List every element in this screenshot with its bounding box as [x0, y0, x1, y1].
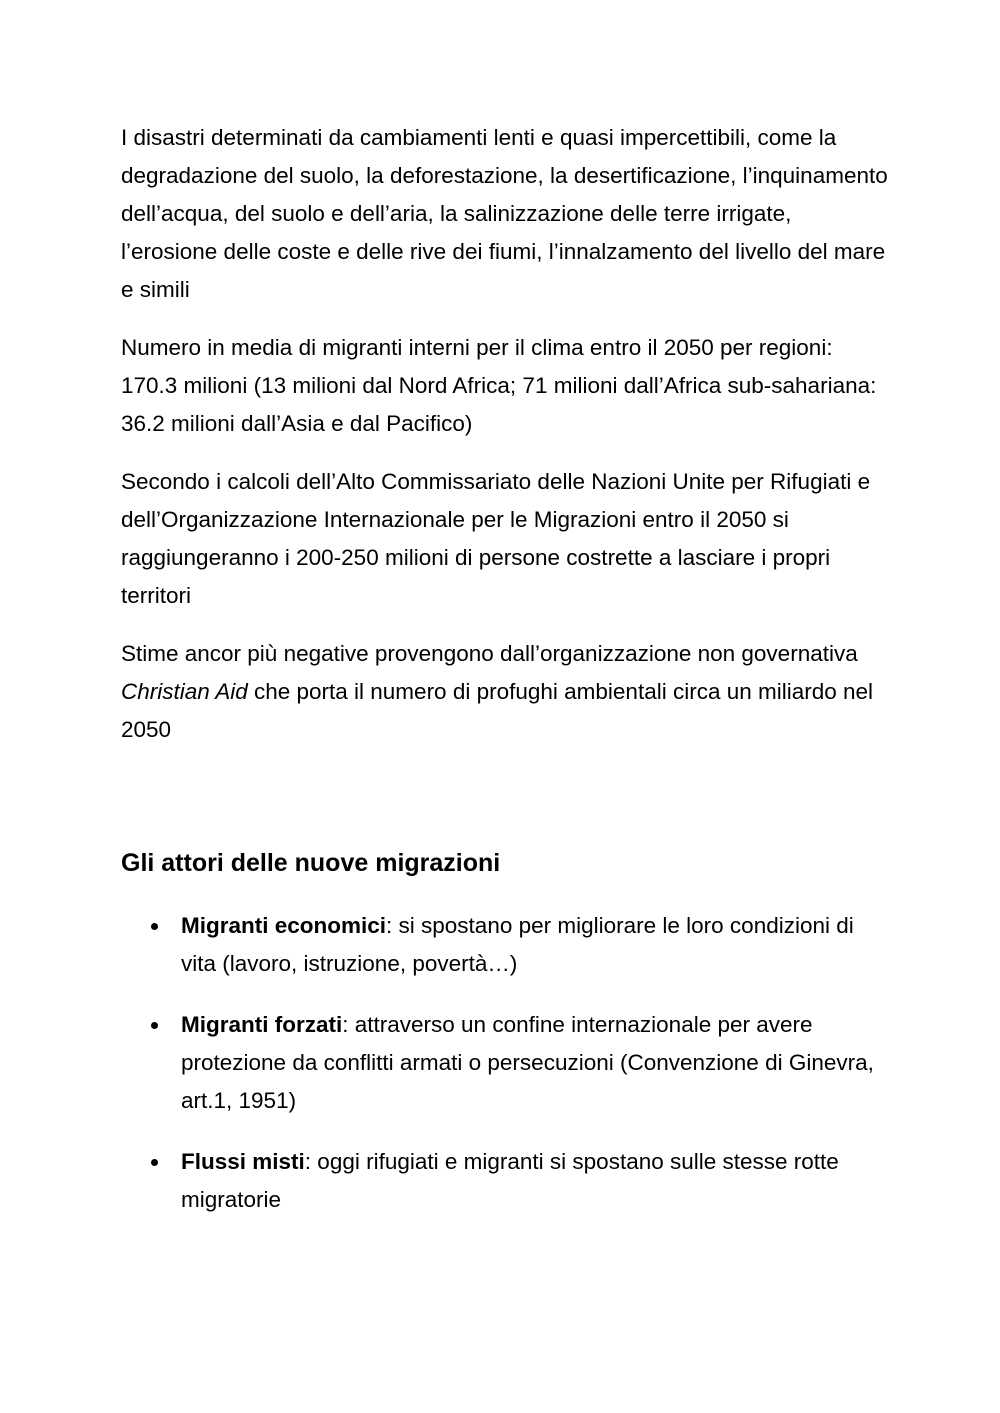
- paragraph-christian-aid-before: Stime ancor più negative provengono dall’organizzazione non governativa: [121, 641, 858, 666]
- bullet-term: Flussi misti: [181, 1149, 305, 1174]
- bullet-icon: [151, 1022, 158, 1029]
- bullet-text: : attraverso un confine internazionale per avere protezione da conflitti armati o persecuzioni (Convenzione di Ginevra, art.1, 1951): [181, 1012, 874, 1113]
- list-item: [121, 1006, 891, 1120]
- bullet-text: : si spostano per migliorare le loro condizioni di vita (lavoro, istruzione, povertà…): [181, 913, 854, 976]
- document-page: [121, 119, 891, 1242]
- bullet-list: [121, 907, 891, 1219]
- bullet-term: Migranti economici: [181, 913, 387, 938]
- section-heading: Gli attori delle nuove migrazioni: [121, 849, 501, 877]
- bullet-icon: [151, 1159, 158, 1166]
- paragraph-christian-aid: [121, 635, 891, 749]
- paragraph-internal-migrants: Numero in media di migranti interni per il clima entro il 2050 per regioni: 170.3 milioni (13 milioni dal Nord Africa; 71 milioni dall’Africa sub-sahariana: 36.2 milioni dall’Asia e dal Pacifico): [121, 335, 877, 436]
- organization-name: Christian Aid: [121, 679, 248, 704]
- paragraph-slow-disasters: I disastri determinati da cambiamenti lenti e quasi impercettibili, come la degradazione del suolo, la deforestazione, la desertificazione, l’inquinamento dell’acqua, del suolo e dell’aria, la salinizzazione delle terre irrigate, l’erosione delle coste e delle rive dei fiumi, l’innalzamento del livello del mare e simili: [121, 125, 888, 302]
- paragraph-christian-aid-after: che porta il numero di profughi ambientali circa un miliardo nel 2050: [121, 679, 874, 742]
- list-item: [121, 1143, 891, 1219]
- list-item: [121, 907, 891, 983]
- bullet-icon: [151, 923, 158, 930]
- paragraph-unhcr-estimate: Secondo i calcoli dell’Alto Commissariato delle Nazioni Unite per Rifugiati e dell’Organizzazione Internazionale per le Migrazioni entro il 2050 si raggiungeranno i 200-250 milioni di persone costrette a lasciare i propri territori: [121, 469, 871, 608]
- bullet-term: Migranti forzati: [181, 1012, 343, 1037]
- bullet-text: : oggi rifugiati e migranti si spostano sulle stesse rotte migratorie: [181, 1149, 839, 1212]
